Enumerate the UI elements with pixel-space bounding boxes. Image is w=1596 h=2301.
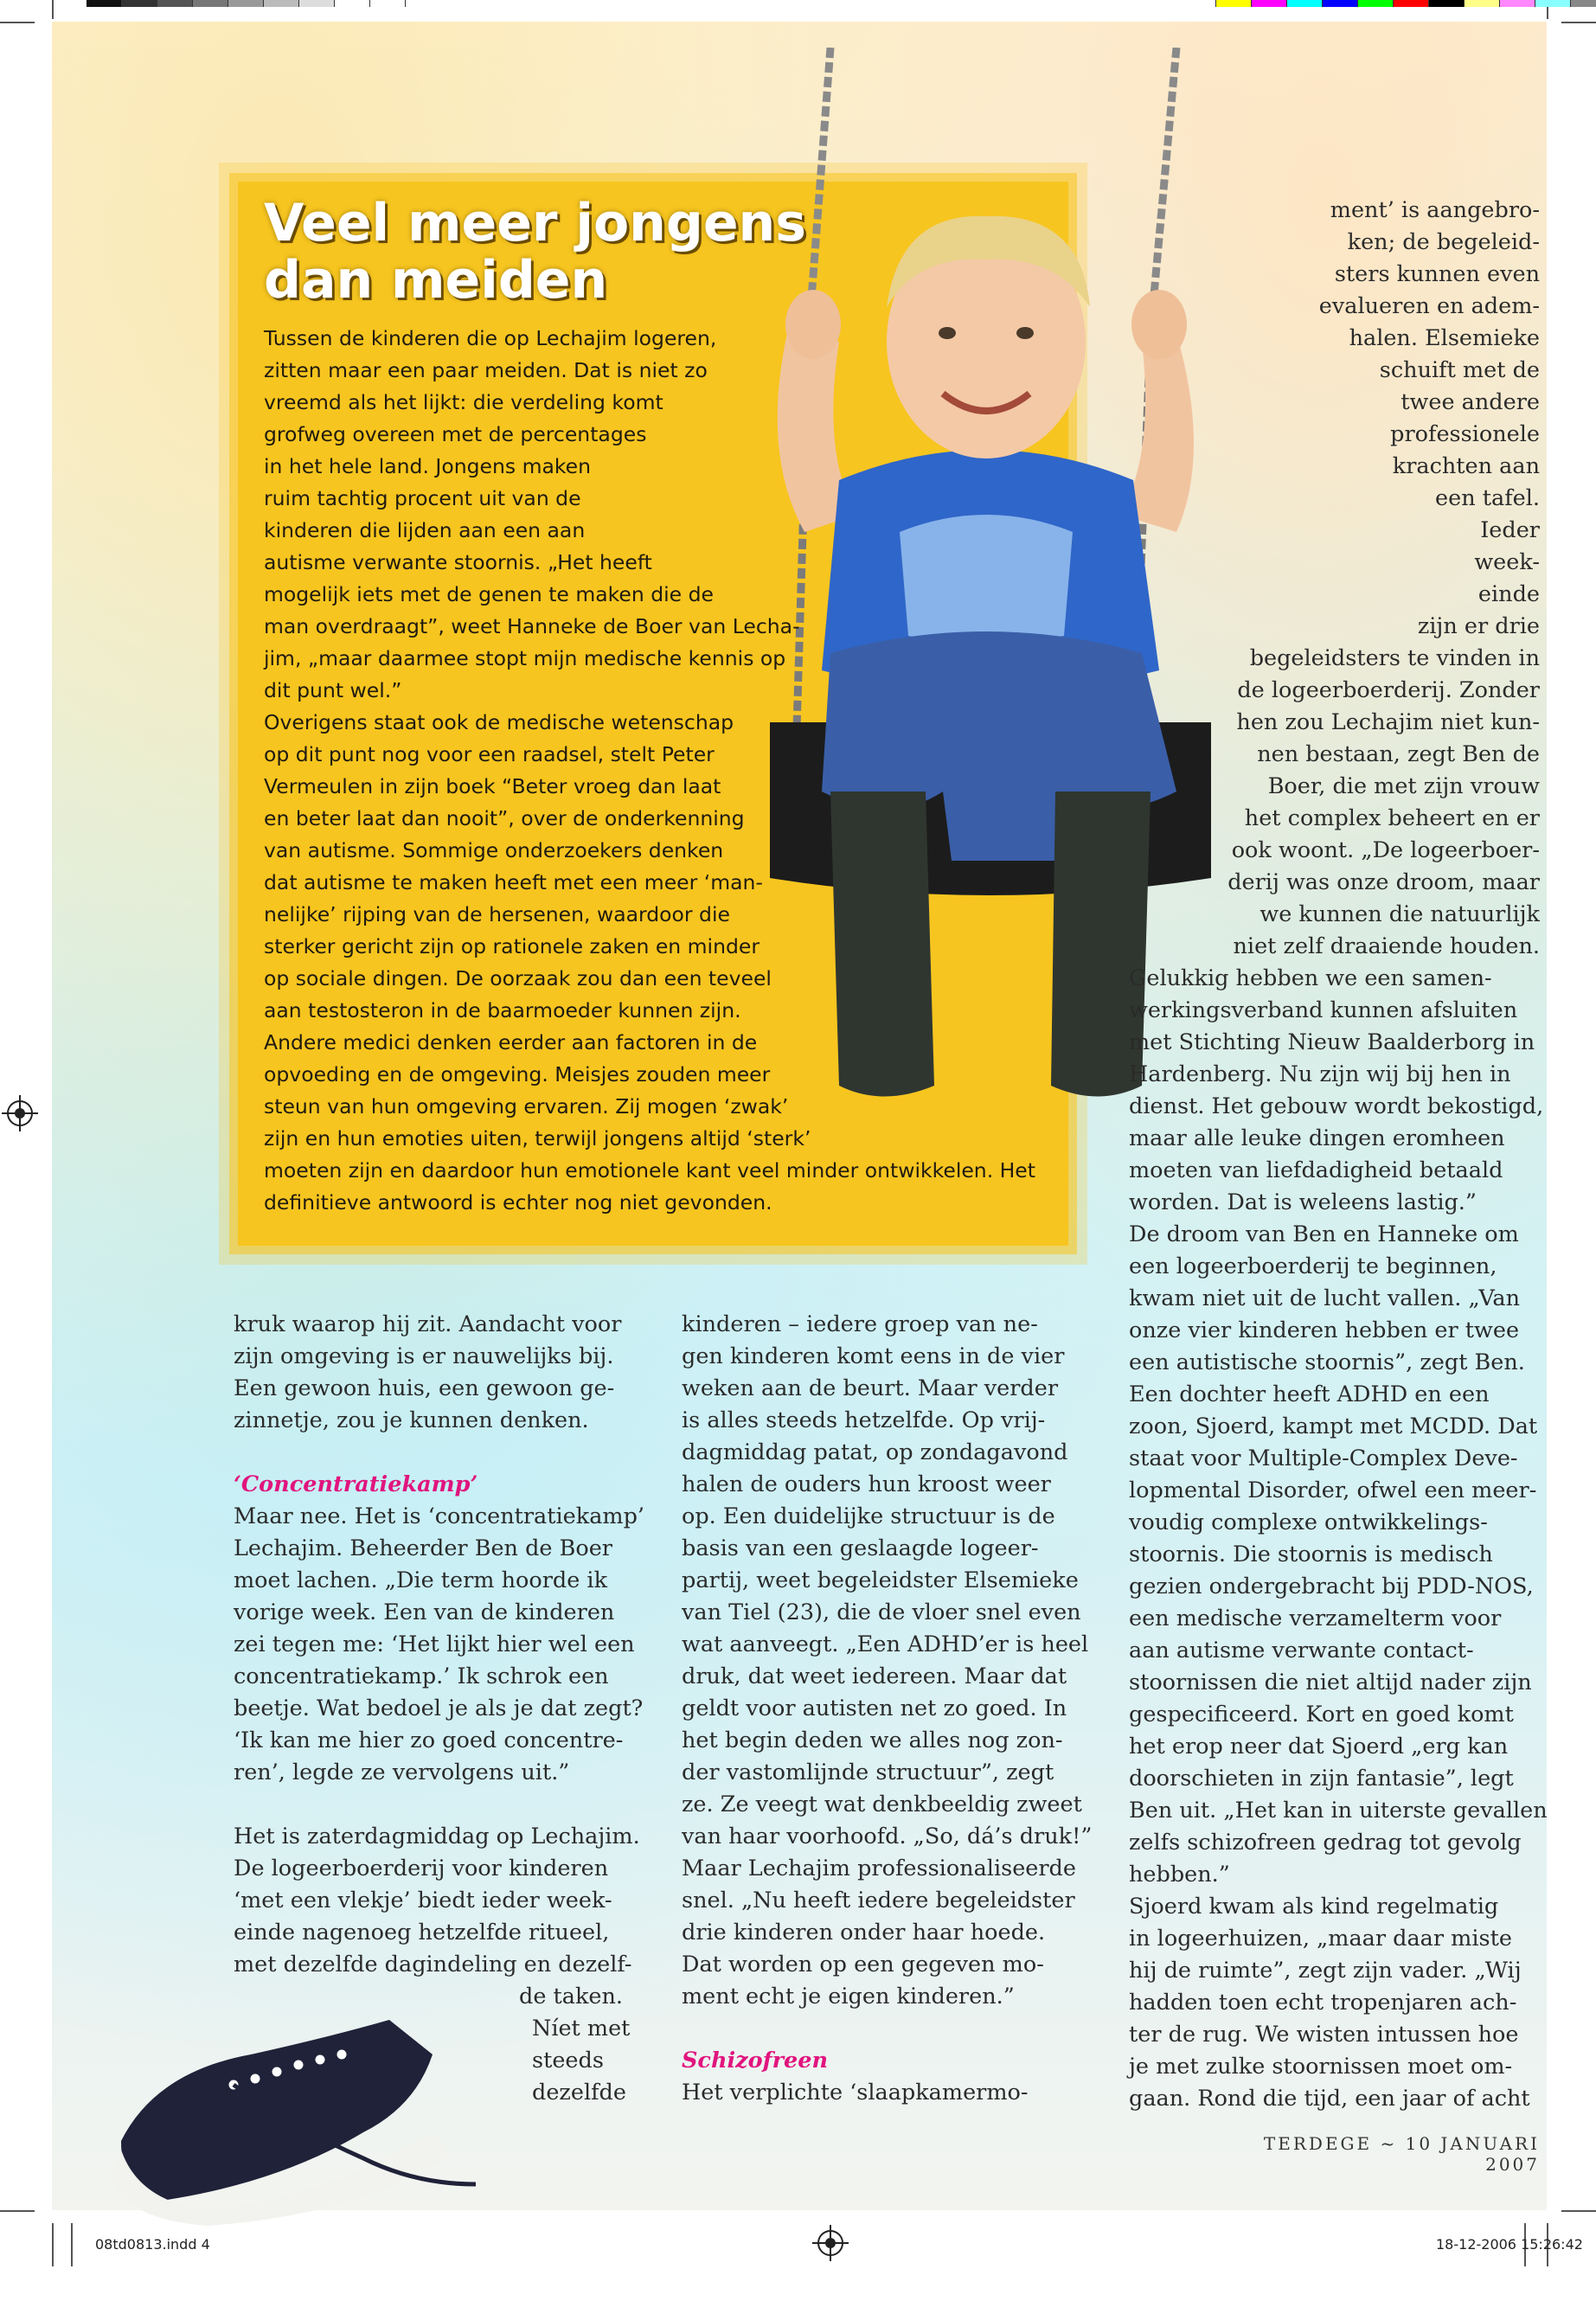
text-line: Maar Lechajim professionaliseerde (682, 1856, 1076, 1881)
text-line: moeten van liefdadigheid betaald (1129, 1157, 1503, 1183)
calibration-swatch (228, 0, 264, 7)
text-line: nelijke’ rijping van de hersenen, waardoor die (264, 902, 730, 926)
text-line: Tussen de kinderen die op Lechajim logeren, (264, 326, 717, 350)
text-line: De droom van Ben en Hanneke om (1129, 1221, 1519, 1247)
text-line: moet lachen. „Die term hoorde ik (234, 1567, 608, 1593)
text-line: man overdraagt”, weet Hanneke de Boer van Lecha- (264, 614, 800, 638)
text-line: staat voor Multiple-Complex Deve- (1129, 1445, 1518, 1471)
text-line: maar alle leuke dingen eromheen (1129, 1125, 1505, 1151)
calibration-swatch (1358, 0, 1394, 7)
calibration-swatch (1500, 0, 1535, 7)
text-line: concentratiekamp.’ Ik schrok een (234, 1663, 609, 1689)
text-line: ‘Ik kan me hier zo goed concentre- (234, 1727, 624, 1753)
text-line: snel. „Nu heeft iedere begeleidster (682, 1888, 1075, 1913)
text-line: einde nagenoeg hetzelfde ritueel, (234, 1920, 610, 1945)
text-line: ken; de begeleid- (1347, 229, 1540, 255)
text-line: kwam niet uit de lucht vallen. „Van (1129, 1285, 1521, 1311)
text-line: jim, „maar daarmee stopt mijn medische kennis op (264, 646, 786, 670)
text-line: aan testosteron in de baarmoeder kunnen zijn. (264, 998, 741, 1022)
text-line: Het verplichte ‘slaapkamermo- (682, 2080, 1029, 2106)
article-column-left (234, 1309, 675, 2109)
text-line: Een gewoon huis, een gewoon ge- (234, 1375, 615, 1401)
color-calibration-bar (1181, 0, 1596, 7)
calibration-swatch (1287, 0, 1323, 7)
text-line: autisme verwante stoornis. „Het heeft (264, 550, 652, 574)
calibration-swatch (1429, 0, 1465, 7)
calibration-swatch (1394, 0, 1429, 7)
text-line: en beter laat dan nooit”, over de onderkenning (264, 806, 745, 830)
text-line: Een dochter heeft ADHD en een (1129, 1381, 1490, 1407)
article-column-right-upper (1029, 195, 1540, 963)
calibration-swatch (335, 0, 370, 7)
text-line: kinderen – iedere groep van ne- (682, 1311, 1038, 1337)
text-line: ter de rug. We wisten intussen hoe (1129, 2022, 1519, 2048)
calibration-swatch (264, 0, 299, 7)
text-line: op dit punt nog voor een raadsel, stelt Peter (264, 742, 715, 766)
text-line: Overigens staat ook de medische wetenschap (264, 710, 734, 734)
text-line: worden. Dat is weleens lastig.” (1129, 1189, 1477, 1215)
text-line: zelfs schizofreen gedrag tot gevolg (1129, 1830, 1522, 1856)
text-line: Vermeulen in zijn boek “Beter vroeg dan laat (264, 774, 721, 798)
text-line: partij, weet begeleidster Elsemieke (682, 1567, 1079, 1593)
calibration-swatch (1181, 0, 1216, 7)
text-line: hij de ruimte”, zegt zijn vader. „Wij (1129, 1958, 1522, 1984)
sidebar-title-line: dan meiden (264, 250, 608, 311)
text-line: halen. Elsemieke (1349, 325, 1540, 351)
text-line: Maar nee. Het is ‘concentratiekamp’ (234, 1503, 645, 1529)
calibration-swatch (370, 0, 406, 7)
text-line: halen de ouders hun kroost weer (682, 1471, 1051, 1497)
calibration-swatch (1571, 0, 1596, 7)
sidebar-title (264, 195, 835, 309)
text-line: beetje. Wat bedoel je als je dat zegt? (234, 1695, 644, 1721)
article-column-right (1129, 963, 1579, 2115)
text-line: zei tegen me: ‘Het lijkt hier wel een (234, 1631, 635, 1657)
text-line: de taken. (519, 1984, 624, 2009)
text-line: zitten maar een paar meiden. Dat is niet zo (264, 358, 708, 382)
text-line: op sociale dingen. De oorzaak zou dan een teveel (264, 966, 772, 990)
text-line: het erop neer dat Sjoerd „erg kan (1129, 1734, 1509, 1759)
text-line: het complex beheert en er (1244, 805, 1540, 831)
text-line: professionele (1390, 421, 1540, 447)
text-line: Sjoerd kwam als kind regelmatig (1129, 1894, 1499, 1920)
text-line: hebben.” (1129, 1862, 1230, 1888)
text-line: gen kinderen komt eens in de vier (682, 1343, 1065, 1369)
subheading: ‘Concentratiekamp’ (234, 1471, 478, 1497)
text-line: zoon, Sjoerd, kampt met MCDD. Dat (1129, 1413, 1538, 1439)
calibration-swatch (1535, 0, 1571, 7)
text-line: we kunnen die natuurlijk (1259, 901, 1540, 927)
paragraph-gap (234, 1789, 675, 1821)
text-line: hen zou Lechajim niet kun- (1236, 709, 1540, 735)
text-line: dagmiddag patat, op zondagavond (682, 1439, 1068, 1465)
text-line: doorschieten in zijn fantasie”, legt (1129, 1766, 1514, 1791)
text-line: ze. Ze veegt wat denkbeeldig zweet (682, 1791, 1082, 1817)
text-line: ruim tachtig procent uit van de (264, 486, 581, 510)
calibration-swatch (1216, 0, 1252, 7)
text-line: Andere medici denken eerder aan factoren in de (264, 1030, 758, 1054)
text-line: vorige week. Een van de kinderen (234, 1599, 615, 1625)
text-line: je met zulke stoornissen moet om- (1129, 2054, 1513, 2080)
registration-mark-icon (817, 2230, 843, 2256)
text-line: dienst. Het gebouw wordt bekostigd, (1129, 1093, 1544, 1119)
text-line: moeten zijn en daardoor hun emotionele kant veel minder ontwikkelen. Het (264, 1158, 1035, 1183)
calibration-swatch (193, 0, 228, 7)
crop-mark (71, 2223, 73, 2266)
text-line: zijn omgeving is er nauwelijks bij. (234, 1343, 614, 1369)
text-line: week- (1474, 549, 1540, 575)
text-line: dezelfde (532, 2080, 626, 2106)
text-line: stoornis. Die stoornis is medisch (1129, 1541, 1493, 1567)
text-line: weken aan de beurt. Maar verder (682, 1375, 1059, 1401)
text-line: geldt voor autisten net zo goed. In (682, 1695, 1067, 1721)
text-line: ment echt je eigen kinderen.” (682, 1984, 1015, 2009)
grayscale-calibration-bar (87, 0, 406, 7)
crop-mark (52, 2223, 54, 2266)
text-line: einde (1477, 581, 1540, 607)
calibration-swatch (87, 0, 122, 7)
text-line: Boer, die met zijn vrouw (1267, 773, 1540, 799)
text-line: ‘met een vlekje’ biedt ieder week- (234, 1888, 612, 1913)
text-line: zijn en hun emoties uiten, terwijl jongens altijd ‘sterk’ (264, 1126, 811, 1150)
text-line: definitieve antwoord is echter nog niet gevonden. (264, 1190, 772, 1215)
text-line: derij was onze droom, maar (1227, 869, 1540, 895)
sidebar-body (264, 323, 1035, 1219)
text-line: kruk waarop hij zit. Aandacht voor (234, 1311, 622, 1337)
text-line: in logeerhuizen, „maar daar miste (1129, 1926, 1512, 1952)
calibration-swatch (122, 0, 157, 7)
text-line: voudig complexe ontwikkelings- (1129, 1509, 1488, 1535)
text-line: schuift met de (1379, 357, 1540, 383)
text-line: vreemd als het lijkt: die verdeling komt (264, 390, 663, 414)
text-line: Ben uit. „Het kan in uiterste gevallen (1129, 1798, 1548, 1823)
text-line: drie kinderen onder haar hoede. (682, 1920, 1046, 1945)
text-line: met Stichting Nieuw Baalderborg in (1129, 1029, 1535, 1055)
text-line: sterker gericht zijn op rationele zaken en minder (264, 934, 760, 958)
text-line: ook woont. „De logeerboer- (1231, 837, 1540, 863)
text-line: kinderen die lijden aan een aan (264, 518, 586, 542)
issue-footer: TERDEGE ~ 10 JANUARI 2007 (1263, 2133, 1540, 2175)
calibration-swatch (1252, 0, 1287, 7)
text-line: Gelukkig hebben we een samen- (1129, 965, 1492, 991)
text-line: Lechajim. Beheerder Ben de Boer (234, 1535, 612, 1561)
text-line: van autisme. Sommige onderzoekers denken (264, 838, 724, 862)
crop-mark (1561, 2210, 1596, 2212)
text-line: onze vier kinderen hebben er twee (1129, 1317, 1520, 1343)
text-line: grofweg overeen met de percentages (264, 422, 647, 446)
subheading: Schizofreen (682, 2048, 829, 2073)
text-line: krachten aan (1392, 453, 1540, 479)
text-line: dat autisme te maken heeft met een meer ‘man- (264, 870, 763, 894)
text-line: niet zelf draaiende houden. (1233, 933, 1540, 959)
text-line: lopmental Disorder, ofwel een meer- (1129, 1477, 1537, 1503)
text-line: een medische verzamelterm voor (1129, 1606, 1502, 1631)
text-line: zijn er drie (1417, 613, 1540, 639)
text-line: Dat worden op een gegeven mo- (682, 1952, 1044, 1977)
text-line: basis van een geslaagde logeer- (682, 1535, 1039, 1561)
text-line: gaan. Rond die tijd, een jaar of acht (1129, 2086, 1530, 2112)
text-line: stoornissen die niet altijd nader zijn (1129, 1670, 1532, 1695)
text-line: dit punt wel.” (264, 678, 402, 702)
text-line: der vastomlijnde structuur”, zegt (682, 1759, 1054, 1785)
calibration-swatch (299, 0, 335, 7)
text-line: werkingsverband kunnen afsluiten (1129, 997, 1518, 1023)
crop-mark (1561, 22, 1596, 23)
text-line: nen bestaan, zegt Ben de (1257, 741, 1540, 767)
text-line: Ieder (1480, 517, 1540, 543)
text-line: met dezelfde dagindeling en dezelf- (234, 1952, 632, 1977)
text-line: een autistische stoornis”, zegt Ben. (1129, 1349, 1525, 1375)
crop-mark (52, 0, 54, 19)
paragraph-gap (234, 1437, 675, 1469)
text-line: Níet met (532, 2016, 631, 2041)
text-line: zinnetje, zou je kunnen denken. (234, 1407, 589, 1433)
text-line: op. Een duidelijke structuur is de (682, 1503, 1055, 1529)
text-line: evalueren en adem- (1318, 293, 1540, 319)
text-line: druk, dat weet iedereen. Maar dat (682, 1663, 1067, 1689)
text-line: sters kunnen even (1334, 261, 1540, 287)
crop-mark (0, 2210, 35, 2212)
text-line: een tafel. (1435, 485, 1540, 511)
slug-timestamp: 18-12-2006 15:26:42 (1436, 2236, 1583, 2253)
text-line: een logeerboerderij te beginnen, (1129, 1253, 1497, 1279)
paragraph-gap (682, 2013, 1114, 2045)
crop-mark (0, 22, 35, 23)
magazine-page (52, 22, 1547, 2210)
text-line: aan autisme verwante contact- (1129, 1638, 1474, 1663)
text-line: Hardenberg. Nu zijn wij bij hen in (1129, 1061, 1511, 1087)
sidebar-title-line: Veel meer jongens (264, 193, 806, 253)
text-line: opvoeding en de omgeving. Meisjes zouden meer (264, 1062, 771, 1086)
text-line: steeds (532, 2048, 604, 2073)
text-line: gespecificeerd. Kort en goed komt (1129, 1702, 1514, 1727)
text-line: Het is zaterdagmiddag op Lechajim. (234, 1823, 640, 1849)
text-line: ren’, legde ze vervolgens uit.” (234, 1759, 570, 1785)
calibration-swatch (1465, 0, 1500, 7)
text-line: is alles steeds hetzelfde. Op vrij- (682, 1407, 1046, 1433)
text-line: mogelijk iets met de genen te maken die de (264, 582, 714, 606)
registration-mark-icon (7, 1100, 33, 1126)
text-line: het begin deden we alles nog zon- (682, 1727, 1063, 1753)
text-line: van Tiel (23), die de vloer snel even (682, 1599, 1081, 1625)
text-line: de logeerboerderij. Zonder (1237, 677, 1540, 703)
text-line: hadden toen echt tropenjaren ach- (1129, 1990, 1517, 2016)
text-line: twee andere (1401, 389, 1540, 415)
article-column-middle (682, 1309, 1114, 2109)
text-line: steun van hun omgeving ervaren. Zij mogen ‘zwak’ (264, 1094, 789, 1118)
text-line: in het hele land. Jongens maken (264, 454, 592, 478)
text-line: De logeerboerderij voor kinderen (234, 1856, 609, 1881)
text-line: van haar voorhoofd. „So, dá’s druk!” (682, 1823, 1093, 1849)
text-line: begeleidsters te vinden in (1249, 645, 1540, 671)
slug-filename: 08td0813.indd 4 (95, 2236, 210, 2253)
text-line: ment’ is aangebro- (1330, 197, 1540, 223)
calibration-swatch (1323, 0, 1358, 7)
text-line: gezien ondergebracht bij PDD-NOS, (1129, 1574, 1534, 1599)
calibration-swatch (157, 0, 193, 7)
text-line: wat aanveegt. „Een ADHD’er is heel (682, 1631, 1089, 1657)
